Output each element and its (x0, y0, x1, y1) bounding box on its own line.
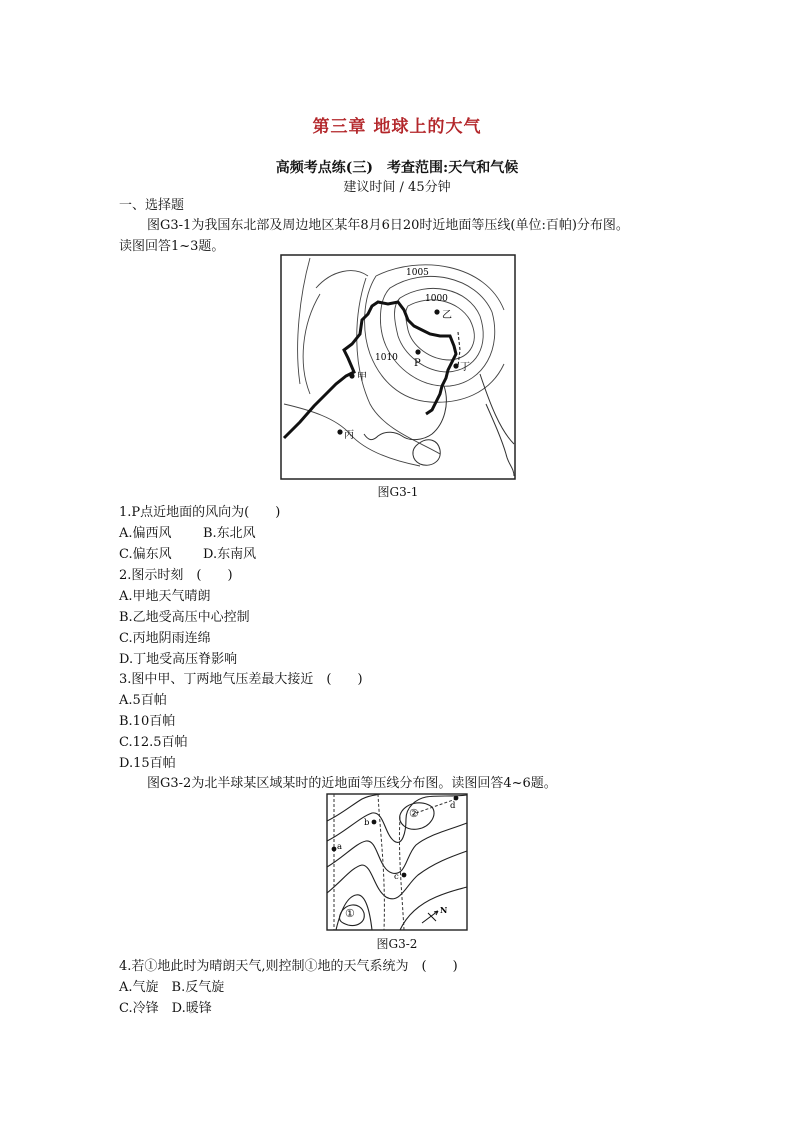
intro-2: 图G3-2为北半球某区域某时的近地面等压线分布图。读图回答4~6题。 (147, 776, 557, 791)
exercise-subtitle: 高频考点练(三) 考查范围:天气和气候 (275, 160, 519, 176)
isobar-label-1000: 1000 (425, 294, 448, 304)
point-ding-dot (453, 363, 458, 368)
point-yi-dot (434, 309, 439, 314)
q1-option-d: D.东南风 (203, 547, 257, 562)
chapter-title: 第三章 地球上的大气 (312, 117, 482, 137)
intro-1-line-1: 图G3-1为我国东北部及周边地区某年8月6日20时近地面等压线(单位:百帕)分布图。 (147, 218, 629, 233)
point-p-label: P (414, 358, 421, 369)
q3-option-d: D.15百帕 (119, 756, 176, 771)
point-d-dot (454, 796, 459, 801)
point-c-dot (402, 873, 407, 878)
q2-option-d: D.丁地受高压脊影响 (119, 652, 238, 667)
isobar-label-1005: 1005 (406, 268, 429, 278)
q4-options-cd: C.冷锋 D.暖锋 (119, 1001, 212, 1016)
point-b-label: b (364, 818, 370, 828)
q2-option-a: A.甲地天气晴朗 (119, 589, 211, 604)
point-bing-label: 丙 (344, 430, 354, 441)
point-b-dot (372, 820, 377, 825)
point-a-label: a (337, 842, 343, 852)
figure-g3-1-caption: 图G3-1 (377, 485, 419, 499)
point-p-dot (415, 349, 420, 354)
q3-option-c: C.12.5百帕 (119, 735, 188, 750)
point-a-dot (332, 847, 337, 852)
q1-option-c: C.偏东风 (119, 547, 172, 562)
q2-option-c: C.丙地阴雨连绵 (119, 631, 211, 646)
point-jia-dot (349, 373, 354, 378)
isobar-label-1010: 1010 (375, 353, 398, 363)
q3-option-b: B.10百帕 (119, 714, 176, 729)
q1-option-b: B.东北风 (203, 526, 256, 541)
suggested-time: 建议时间 / 45分钟 (343, 180, 451, 195)
point-jia-label: 甲 (357, 372, 367, 383)
figure-g3-1-map (280, 254, 516, 480)
point-bing-dot (337, 429, 342, 434)
point-c-label: c (394, 872, 399, 882)
point-yi-label: 乙 (442, 310, 452, 321)
q1-option-a: A.偏西风 (119, 526, 172, 541)
intro-1-line-2: 读图回答1~3题。 (119, 239, 225, 254)
map-frame (281, 255, 515, 479)
region-2-label: ② (409, 807, 419, 820)
q4-stem: 4.若①地此时为晴朗天气,则控制①地的天气系统为 ( ) (119, 959, 458, 974)
q3-option-a: A.5百帕 (119, 693, 167, 708)
region-1-label: ① (345, 907, 355, 920)
point-d-label: d (450, 801, 456, 811)
q3-stem: 3.图中甲、丁两地气压差最大接近 ( ) (119, 672, 363, 687)
figure-g3-2-caption: 图G3-2 (376, 937, 418, 951)
point-ding-label: 丁 (460, 362, 470, 373)
section-heading: 一、选择题 (119, 198, 185, 213)
q2-stem: 2.图示时刻 ( ) (119, 568, 233, 583)
q1-stem: 1.P点近地面的风向为( ) (119, 505, 281, 520)
q4-options-ab: A.气旋 B.反气旋 (119, 980, 225, 995)
north-label: N (440, 905, 448, 915)
q2-option-b: B.乙地受高压中心控制 (119, 610, 250, 625)
figure-g3-2-diagram (326, 793, 468, 931)
